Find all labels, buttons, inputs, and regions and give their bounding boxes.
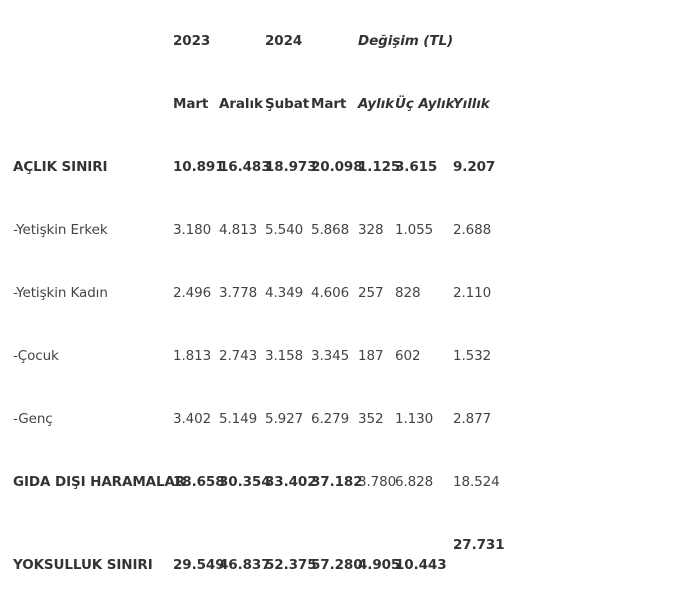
- subheader-uc-aylik: Üç Aylık: [395, 96, 455, 112]
- row-label: -Yetişkin Erkek: [13, 222, 108, 238]
- cell-aralik: 3.778: [219, 285, 258, 301]
- cell-yillik: 1.532: [453, 348, 492, 364]
- cell-mart-2024: 37.182: [311, 474, 363, 490]
- row-label: -Çocuk: [13, 348, 59, 364]
- row-label: YOKSULLUK SINIRI: [13, 557, 153, 573]
- cell-mart-2023: 3.180: [173, 222, 212, 238]
- cell-uc-aylik: 1.055: [395, 222, 434, 238]
- header-change-title: Değişim (TL): [358, 33, 454, 49]
- cell-subat: 4.349: [265, 285, 304, 301]
- cell-aylik: 328: [358, 222, 384, 238]
- cell-mart-2024: 6.279: [311, 411, 350, 427]
- cell-uc-aylik: 6.828: [395, 474, 434, 490]
- cell-subat: 3.158: [265, 348, 304, 364]
- header-year-2024: 2024: [265, 33, 303, 49]
- cell-aylik: 187: [358, 348, 384, 364]
- cell-subat: 18.973: [265, 159, 317, 175]
- cell-yillik: 2.110: [453, 285, 492, 301]
- cell-uc-aylik: 602: [395, 348, 421, 364]
- row-label: AÇLIK SINIRI: [13, 159, 108, 175]
- cell-aylik: 257: [358, 285, 384, 301]
- cell-yillik: 27.731: [453, 537, 505, 553]
- cell-subat: 5.927: [265, 411, 304, 427]
- cell-aralik: 46.837: [219, 557, 271, 573]
- cell-yillik: 18.524: [453, 474, 500, 490]
- cell-mart-2023: 10.891: [173, 159, 225, 175]
- cell-yillik: 2.877: [453, 411, 492, 427]
- cell-aylik: 1.125: [358, 159, 401, 175]
- row-label: -Yetişkin Kadın: [13, 285, 108, 301]
- cell-mart-2023: 18.658: [173, 474, 225, 490]
- cell-mart-2023: 29.549: [173, 557, 225, 573]
- row-label: -Genç: [13, 411, 53, 427]
- cell-aralik: 5.149: [219, 411, 258, 427]
- cell-mart-2024: 4.606: [311, 285, 350, 301]
- cell-subat: 52.375: [265, 557, 317, 573]
- subheader-mart-2024: Mart: [311, 96, 347, 112]
- subheader-subat: Şubat: [265, 96, 310, 112]
- subheader-aylik: Aylık: [358, 96, 394, 112]
- cell-uc-aylik: 1.130: [395, 411, 434, 427]
- cell-mart-2023: 3.402: [173, 411, 212, 427]
- cell-uc-aylik: 10.443: [395, 557, 447, 573]
- cell-aylik: 3.780: [358, 474, 397, 490]
- cell-aralik: 2.743: [219, 348, 258, 364]
- header-year-2023: 2023: [173, 33, 211, 49]
- cell-mart-2023: 1.813: [173, 348, 212, 364]
- cell-aylik: 352: [358, 411, 384, 427]
- cell-mart-2024: 3.345: [311, 348, 350, 364]
- subheader-yillik: Yıllık: [453, 96, 490, 112]
- subheader-mart-2023: Mart: [173, 96, 209, 112]
- cell-aylik: 4.905: [358, 557, 401, 573]
- cell-mart-2024: 20.098: [311, 159, 363, 175]
- cell-yillik: 2.688: [453, 222, 492, 238]
- cell-subat: 33.402: [265, 474, 317, 490]
- cell-uc-aylik: 828: [395, 285, 421, 301]
- cell-uc-aylik: 3.615: [395, 159, 438, 175]
- cell-subat: 5.540: [265, 222, 304, 238]
- cell-aralik: 16.483: [219, 159, 271, 175]
- cell-yillik: 9.207: [453, 159, 496, 175]
- cell-mart-2024: 57.280: [311, 557, 363, 573]
- cell-mart-2024: 5.868: [311, 222, 350, 238]
- cell-aralik: 4.813: [219, 222, 258, 238]
- cell-aralik: 30.354: [219, 474, 271, 490]
- row-label: GIDA DIŞI HARAMALAR: [13, 474, 186, 490]
- cell-mart-2023: 2.496: [173, 285, 212, 301]
- subheader-aralik: Aralık: [219, 96, 263, 112]
